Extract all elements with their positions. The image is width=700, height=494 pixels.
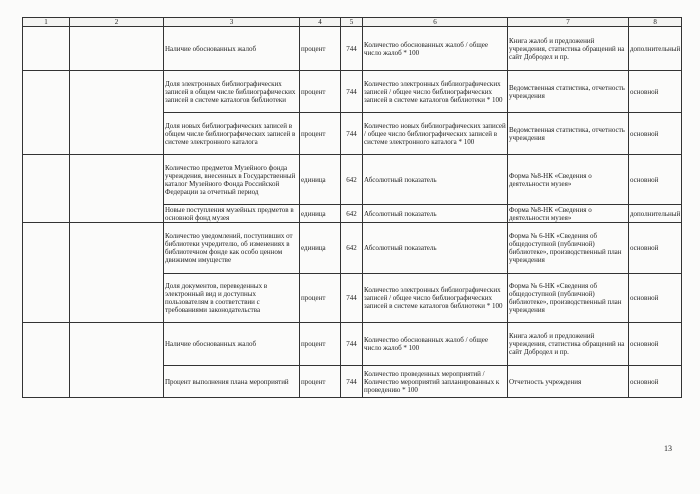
source-cell: Форма № 6-НК «Сведения об общедоступной (публичной) библиотеке», производственный план учреждения <box>508 274 629 323</box>
indicator-cell: Новые поступления музейных предметов в основной фонд музея <box>164 205 300 223</box>
table-row <box>23 323 682 366</box>
unit-cell: процент <box>300 323 341 366</box>
okei-cell: 744 <box>341 113 363 155</box>
service-cell <box>70 27 164 71</box>
type-cell: основной <box>629 274 682 323</box>
source-cell: Ведомственная статистика, отчетность учреждения <box>508 113 629 155</box>
formula-cell: Абсолютный показатель <box>363 223 508 274</box>
okei-cell: 744 <box>341 27 363 71</box>
type-cell: основной <box>629 223 682 274</box>
okei-cell: 642 <box>341 205 363 223</box>
formula-cell: Абсолютный показатель <box>363 155 508 205</box>
type-cell: основной <box>629 366 682 398</box>
okei-cell: 744 <box>341 274 363 323</box>
code-cell <box>23 223 70 323</box>
indicator-cell: Доля документов, переведенных в электронный вид и доступных пользователям в соответствии с требованиями законодательства <box>164 274 300 323</box>
formula-cell: Количество электронных библиографических записей / общее число библиографических записей в системе каталогов библиотеки * 100 <box>363 71 508 113</box>
header-cell: 8 <box>629 18 682 27</box>
header-cell: 7 <box>508 18 629 27</box>
code-cell <box>23 27 70 71</box>
header-cell: 3 <box>164 18 300 27</box>
indicator-cell: Наличие обоснованных жалоб <box>164 323 300 366</box>
code-cell <box>23 323 70 398</box>
formula-cell: Абсолютный показатель <box>363 205 508 223</box>
formula-cell: Количество обоснованных жалоб / общее число жалоб * 100 <box>363 323 508 366</box>
type-cell: дополнительный <box>629 27 682 71</box>
source-cell: Форма №8-НК «Сведения о деятельности музея» <box>508 155 629 205</box>
header-cell: 1 <box>23 18 70 27</box>
code-cell <box>23 155 70 223</box>
unit-cell: процент <box>300 27 341 71</box>
indicator-cell: Доля электронных библиографических записей в общем числе библиографических записей в системе каталогов библиотеки <box>164 71 300 113</box>
indicator-cell: Наличие обоснованных жалоб <box>164 27 300 71</box>
code-cell <box>23 71 70 155</box>
unit-cell: процент <box>300 366 341 398</box>
unit-cell: процент <box>300 71 341 113</box>
okei-cell: 642 <box>341 223 363 274</box>
type-cell: основной <box>629 323 682 366</box>
header-cell: 4 <box>300 18 341 27</box>
indicator-cell: Количество уведомлений, поступивших от библиотеки учредителю, об изменениях в библиотечном фонде как особо ценном движимом имуществе <box>164 223 300 274</box>
header-cell: 5 <box>341 18 363 27</box>
type-cell: основной <box>629 71 682 113</box>
source-cell: Книга жалоб и предложений учреждения, статистика обращений на сайт Добродел и пр. <box>508 323 629 366</box>
indicators-table <box>22 17 682 398</box>
okei-cell: 744 <box>341 366 363 398</box>
formula-cell: Количество проведенных мероприятий / Количество мероприятий запланированных к проведению * 100 <box>363 366 508 398</box>
formula-cell: Количество электронных библиографических записей / общее число библиографических записей в системе каталогов библиотеки * 100 <box>363 274 508 323</box>
indicator-cell: Процент выполнения плана мероприятий <box>164 366 300 398</box>
indicator-cell: Доля новых библиографических записей в общем числе библиографических записей в системе электронного каталога <box>164 113 300 155</box>
table-row <box>23 27 682 71</box>
service-cell <box>70 155 164 223</box>
header-cell: 6 <box>363 18 508 27</box>
source-cell: Форма № 6-НК «Сведения об общедоступной (публичной) библиотеке», производственный план учреждения <box>508 223 629 274</box>
okei-cell: 744 <box>341 323 363 366</box>
type-cell: основной <box>629 113 682 155</box>
unit-cell: единица <box>300 205 341 223</box>
okei-cell: 642 <box>341 155 363 205</box>
service-cell <box>70 323 164 398</box>
indicator-cell: Количество предметов Музейного фонда учреждения, внесенных в Государственный каталог Музейного Фонда Российской Федерации за отчетный период <box>164 155 300 205</box>
type-cell: основной <box>629 155 682 205</box>
source-cell: Форма №8-НК «Сведения о деятельности музея» <box>508 205 629 223</box>
page-number: 13 <box>664 444 672 453</box>
unit-cell: процент <box>300 113 341 155</box>
service-cell <box>70 71 164 155</box>
formula-cell: Количество обоснованных жалоб / общее число жалоб * 100 <box>363 27 508 71</box>
unit-cell: процент <box>300 274 341 323</box>
service-cell <box>70 223 164 323</box>
source-cell: Книга жалоб и предложений учреждения, статистика обращений на сайт Добродел и пр. <box>508 27 629 71</box>
formula-cell: Количество новых библиографических записей / общее число библиографических записей в системе электронного каталога * 100 <box>363 113 508 155</box>
table-row <box>23 155 682 205</box>
unit-cell: единица <box>300 155 341 205</box>
unit-cell: единица <box>300 223 341 274</box>
okei-cell: 744 <box>341 71 363 113</box>
source-cell: Отчетность учреждения <box>508 366 629 398</box>
table-row <box>23 223 682 274</box>
source-cell: Ведомственная статистика, отчетность учреждения <box>508 71 629 113</box>
header-row <box>23 18 682 27</box>
header-cell: 2 <box>70 18 164 27</box>
type-cell: дополнительный <box>629 205 682 223</box>
table-row <box>23 71 682 113</box>
